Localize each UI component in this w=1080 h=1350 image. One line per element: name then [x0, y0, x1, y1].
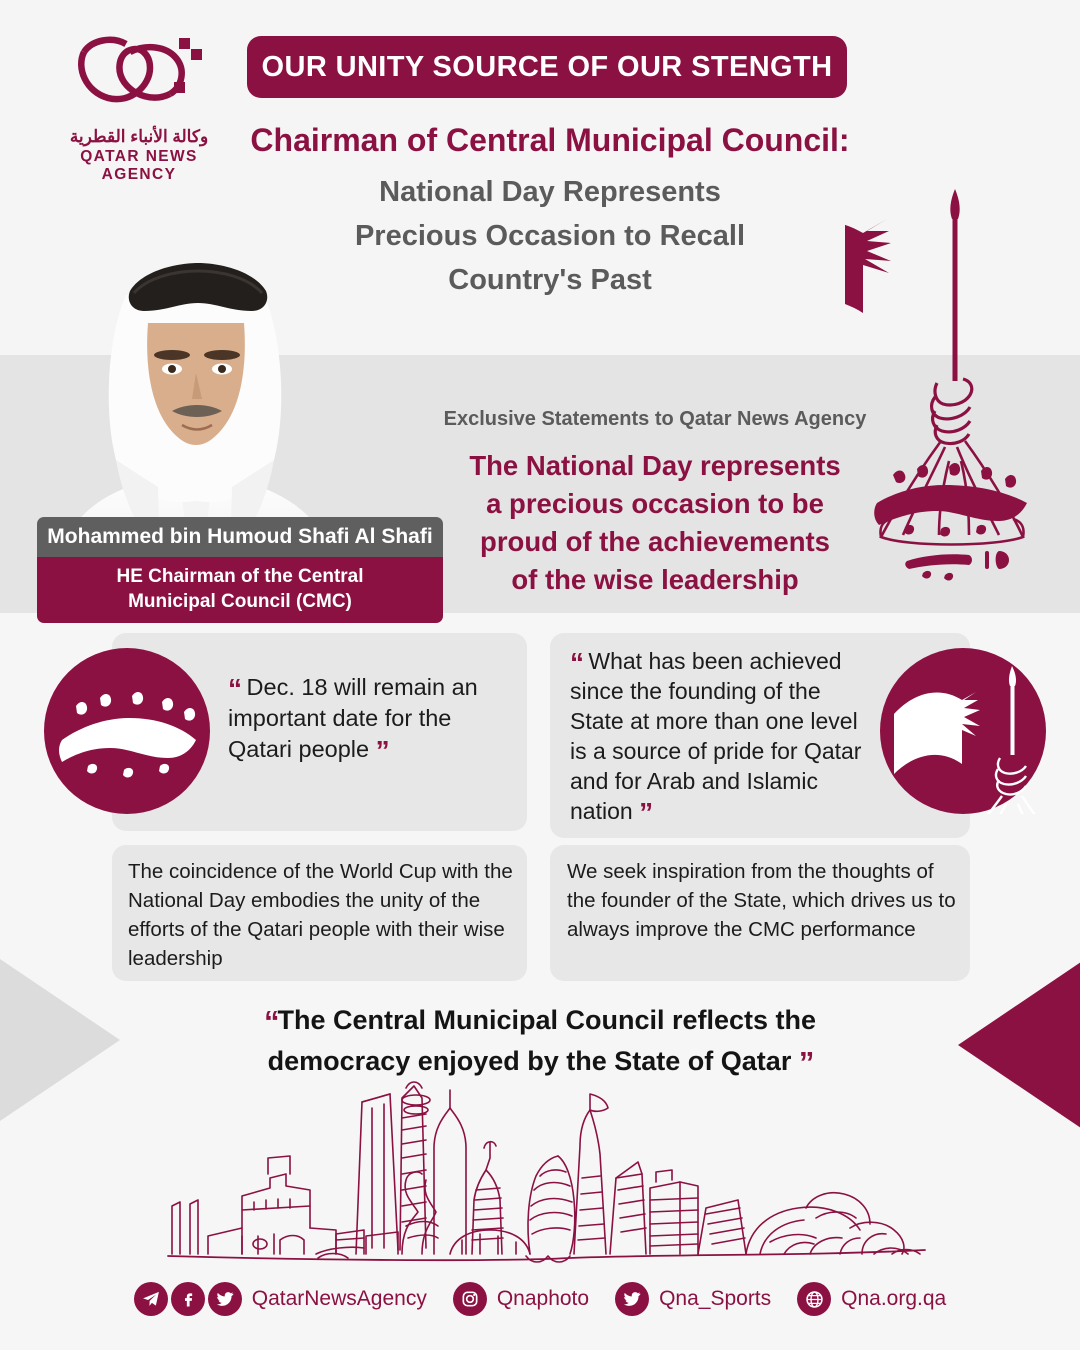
- exclusive-line-3: proud of the achievements: [480, 526, 830, 557]
- flag-emblem-svg: [880, 648, 1046, 814]
- quote-card-1-body: Dec. 18 will remain an important date for the Qatari people: [228, 674, 478, 762]
- quote-card-1-text: [228, 672, 518, 765]
- qna-atom-logo-icon: [46, 24, 232, 120]
- subject-title-line-1: HE Chairman of the Central: [116, 566, 364, 587]
- qatar-flag-circle-icon: [880, 648, 1046, 814]
- subject-title: [37, 557, 443, 623]
- social-label-qnaphoto[interactable]: Qnaphoto: [496, 1287, 590, 1310]
- qna-logo: [46, 24, 232, 184]
- social-group-website: [797, 1282, 946, 1316]
- bottom-quote-line-1: The Central Municipal Council reflects the: [277, 1005, 817, 1035]
- headline-banner: [247, 36, 847, 98]
- decorative-arrow-left: [0, 905, 120, 1175]
- headline-sub-line-1: National Day Represents: [379, 176, 721, 208]
- quote-open-mark-1: “: [228, 673, 240, 704]
- quote-card-2-text: [570, 646, 870, 826]
- facebook-icon[interactable]: [171, 1282, 205, 1316]
- exclusive-statements-quote: [420, 447, 890, 599]
- page-title: Chairman of Central Municipal Council:: [250, 122, 850, 158]
- decorative-arrow-right: [958, 910, 1080, 1180]
- globe-icon[interactable]: [797, 1282, 831, 1316]
- bottom-quote-close-mark: ”: [798, 1045, 813, 1080]
- headline-sub-line-3: Country's Past: [448, 264, 652, 296]
- twitter-icon[interactable]: [615, 1282, 649, 1316]
- twitter-icon[interactable]: [208, 1282, 242, 1316]
- bottom-quote-open-mark: “: [263, 1004, 278, 1039]
- social-label-qatarnewsagency[interactable]: QatarNewsAgency: [251, 1287, 427, 1310]
- footer-social-bar: [0, 1282, 1080, 1316]
- subject-title-line-2: Municipal Council (CMC): [128, 591, 352, 612]
- quote-open-mark-2: “: [570, 647, 582, 678]
- quote-close-mark-2: ”: [639, 797, 652, 828]
- exclusive-line-4: of the wise leadership: [511, 564, 799, 595]
- logo-english-text: QATAR NEWS AGENCY: [80, 148, 198, 183]
- exclusive-line-2: a precious occasion to be: [486, 488, 824, 519]
- social-group-qnaphoto: [453, 1282, 615, 1316]
- headline-sub-line-2: Precious Occasion to Recall: [354, 220, 746, 252]
- social-label-qnasports[interactable]: Qna_Sports: [659, 1287, 772, 1310]
- calligraphy-svg: [44, 648, 210, 814]
- logo-arabic-text: وكالة الأنباء القطرية: [69, 127, 209, 146]
- telegram-icon[interactable]: [134, 1282, 168, 1316]
- bottom-quote-line-2: democracy enjoyed by the State of Qatar: [267, 1046, 792, 1076]
- quote-card-2-body: What has been achieved since the founding of the State at more than one level is a source of pride for Qatar and for Arab and Islamic nation: [570, 648, 862, 824]
- banner-text: OUR UNITY SOURCE OF OUR STENGTH: [261, 50, 833, 83]
- subject-nameplate: [37, 517, 443, 623]
- quote-close-mark-1: ”: [375, 735, 388, 766]
- exclusive-line-1: The National Day represents: [469, 450, 841, 481]
- exclusive-statements-label: Exclusive Statements to Qatar News Agency: [443, 408, 867, 430]
- bottom-quote: [180, 1000, 900, 1082]
- doha-skyline-illustration-icon: [150, 1078, 940, 1278]
- social-group-qatarnewsagency: [134, 1282, 453, 1316]
- text-card-2-body: We seek inspiration from the thoughts of the founder of the State, which drives us to always improve the CMC performance: [567, 860, 956, 941]
- instagram-icon[interactable]: [453, 1282, 487, 1316]
- social-group-qnasports: [615, 1282, 797, 1316]
- text-card-1-body: The coincidence of the World Cup with the National Day embodies the unity of the efforts of the Qatari people with their wise leadership: [128, 860, 513, 970]
- qatar-national-day-emblem-icon: [845, 185, 1060, 615]
- subject-name: Mohammed bin Humoud Shafi Al Shafi: [37, 517, 443, 557]
- social-label-website[interactable]: Qna.org.qa: [841, 1287, 947, 1310]
- national-day-calligraphy-circle-icon: [44, 648, 210, 814]
